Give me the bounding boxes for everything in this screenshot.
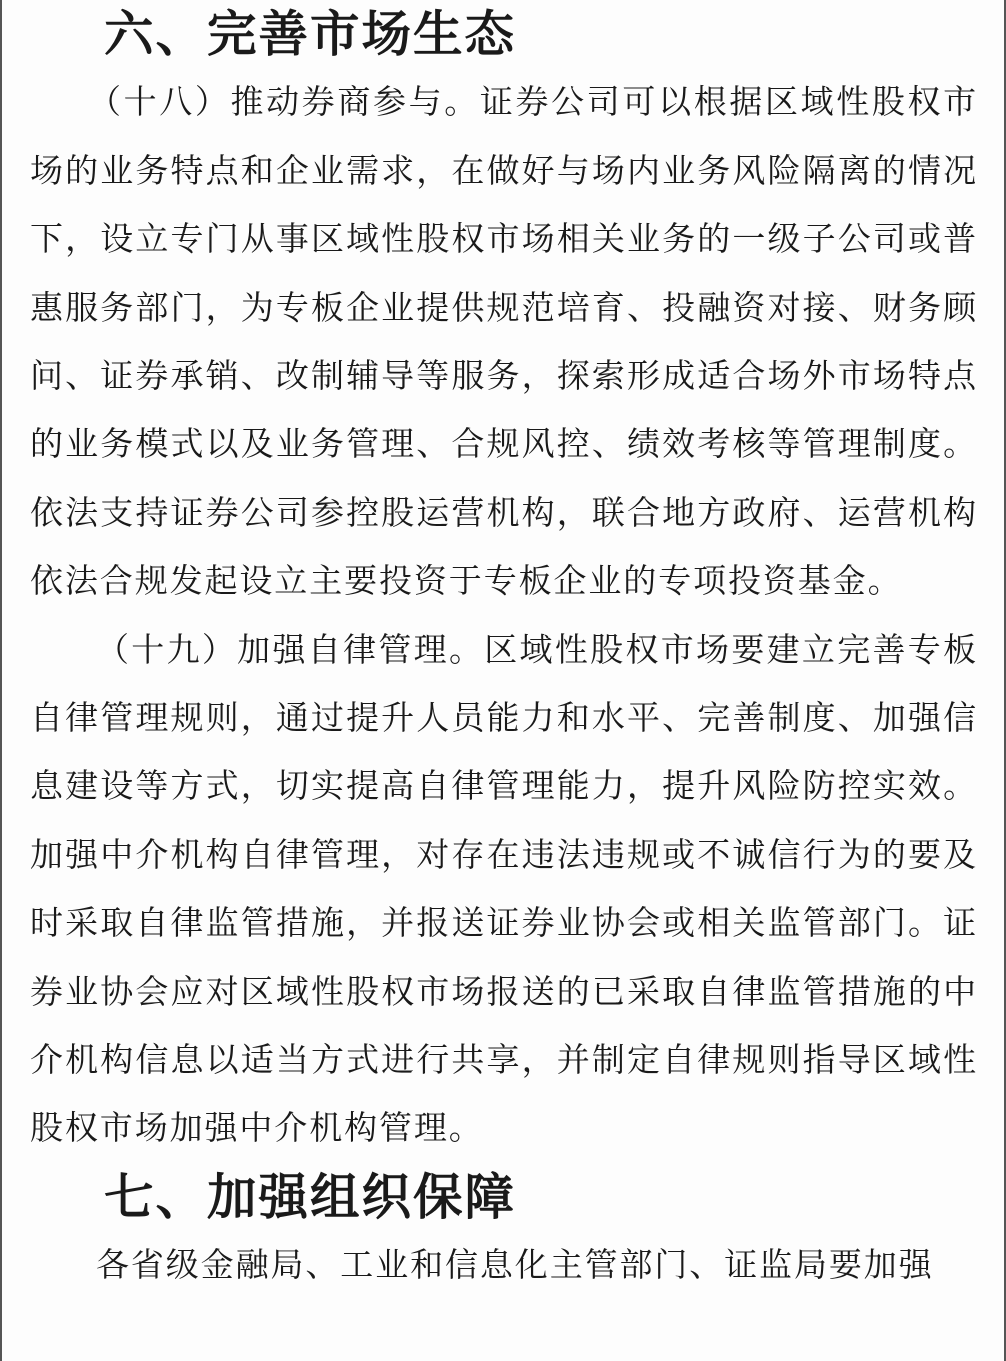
paragraph-self-regulation: （十九）加强自律管理。区域性股权市场要建立完善专板自律管理规则，通过提升人员能力和水平、完善制度、加强信息建设等方式，切实提高自律管理能力，提升风险防控实效。加强中介机构自律管理，对存在违法违规或不诚信行为的要及时采取自律监管措施，并报送证券业协会或相关监管部门。证券业协会应对区域性股权市场报送的已采取自律监管措施的中介机构信息以适当方式进行共享，并制定自律规则指导区域性股权市场加强中介机构管理。 bbox=[30, 629, 978, 1148]
section-heading-organization: 七、加强组织保障 bbox=[104, 1167, 516, 1226]
paragraph-securities-firms: （十八）推动券商参与。证券公司可以根据区域性股权市场的业务特点和企业需求，在做好与场内业务风险隔离的情况下，设立专门从事区域性股权市场相关业务的一级子公司或普惠服务部门，为专板企业提供规范培育、投融资对接、财务顾问、证券承销、改制辅导等服务，探索形成适合场外市场特点的业务模式以及业务管理、合规风控、绩效考核等管理制度。依法支持证券公司参控股运营机构，联合地方政府、运营机构依法合规发起设立主要投资于专板企业的专项投资基金。 bbox=[30, 82, 978, 601]
section-heading-market-ecology: 六、完善市场生态 bbox=[104, 5, 516, 63]
document-body bbox=[30, 0, 978, 1300]
paragraph-organization: 各省级金融局、工业和信息化主管部门、证监局要加强 bbox=[96, 1245, 934, 1285]
